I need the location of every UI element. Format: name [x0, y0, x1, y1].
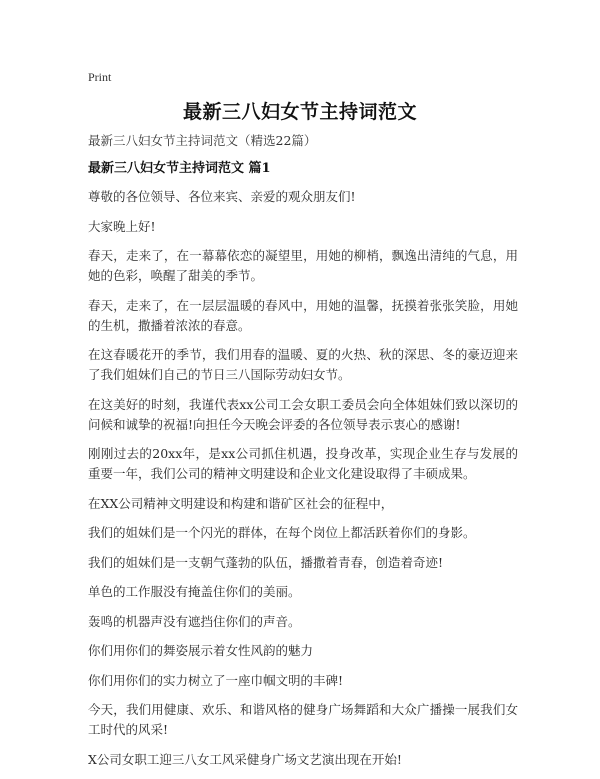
print-label[interactable]: Print: [88, 70, 112, 84]
paragraph: 你们用你们的实力树立了一座巾帼文明的丰碑!: [88, 672, 344, 688]
paragraph: 我们的姐妹们是一支朝气蓬勃的队伍，播撒着青春，创造着奇迹!: [88, 554, 444, 570]
paragraph: 我们的姐妹们是一个闪光的群体，在每个岗位上都活跃着你们的身影。: [88, 525, 476, 540]
paragraph: 刚刚过去的20xx年，是xx公司抓住机遇，投身改革，实现企业生存与发展的重要一年，我们公司的精神文明建设和企业文化建设取得了丰硕成果。: [88, 446, 518, 481]
paragraph: X公司女职工迎三八女工风采健身广场文艺演出现在开始!: [88, 751, 402, 767]
page-title: 最新三八妇女节主持词范文: [182, 101, 417, 123]
paragraph: 春天，走来了，在一幕幕依恋的凝望里，用她的柳梢，飘逸出清纯的气息，用她的色彩，唤醒了甜美的季节。: [88, 248, 518, 283]
paragraph: 轰鸣的机器声没有遮挡住你们的声音。: [88, 613, 301, 629]
paragraph: 大家晚上好!: [88, 218, 156, 234]
paragraph: 在这美好的时刻，我谨代表xx公司工会女职工委员会向全体姐妹们致以深切的问候和诚挚的祝福!向担任今天晚会评委的各位领导表示衷心的感谢!: [88, 396, 518, 432]
paragraph: 你们用你们的舞姿展示着女性风韵的魅力: [88, 643, 314, 658]
paragraph: 春天，走来了，在一层层温暖的春风中，用她的温馨，抚摸着张张笑脸，用她的生机，撒播着浓浓的春意。: [88, 297, 518, 333]
document-body: [88, 131, 518, 779]
paragraph: 在XX公司精神文明建设和构建和谐矿区社会的征程中，: [88, 495, 394, 511]
paragraph: 尊敬的各位领导、各位来宾、亲爱的观众朋友们!: [88, 189, 356, 204]
paragraph: 在这春暖花开的季节，我们用春的温暖、夏的火热、秋的深思、冬的豪迈迎来了我们姐妹们自己的节日三八国际劳动妇女节。: [88, 347, 518, 382]
document-subtitle: 最新三八妇女节主持词范文（精选22篇）: [88, 133, 317, 148]
paragraph: 单色的工作服没有掩盖住你们的美丽。: [88, 584, 301, 599]
paragraph: 今天，我们用健康、欢乐、和谐风格的健身广场舞蹈和大众广播操一展我们女工时代的风采!: [88, 702, 518, 737]
section-heading: 最新三八妇女节主持词范文 篇1: [88, 161, 271, 176]
